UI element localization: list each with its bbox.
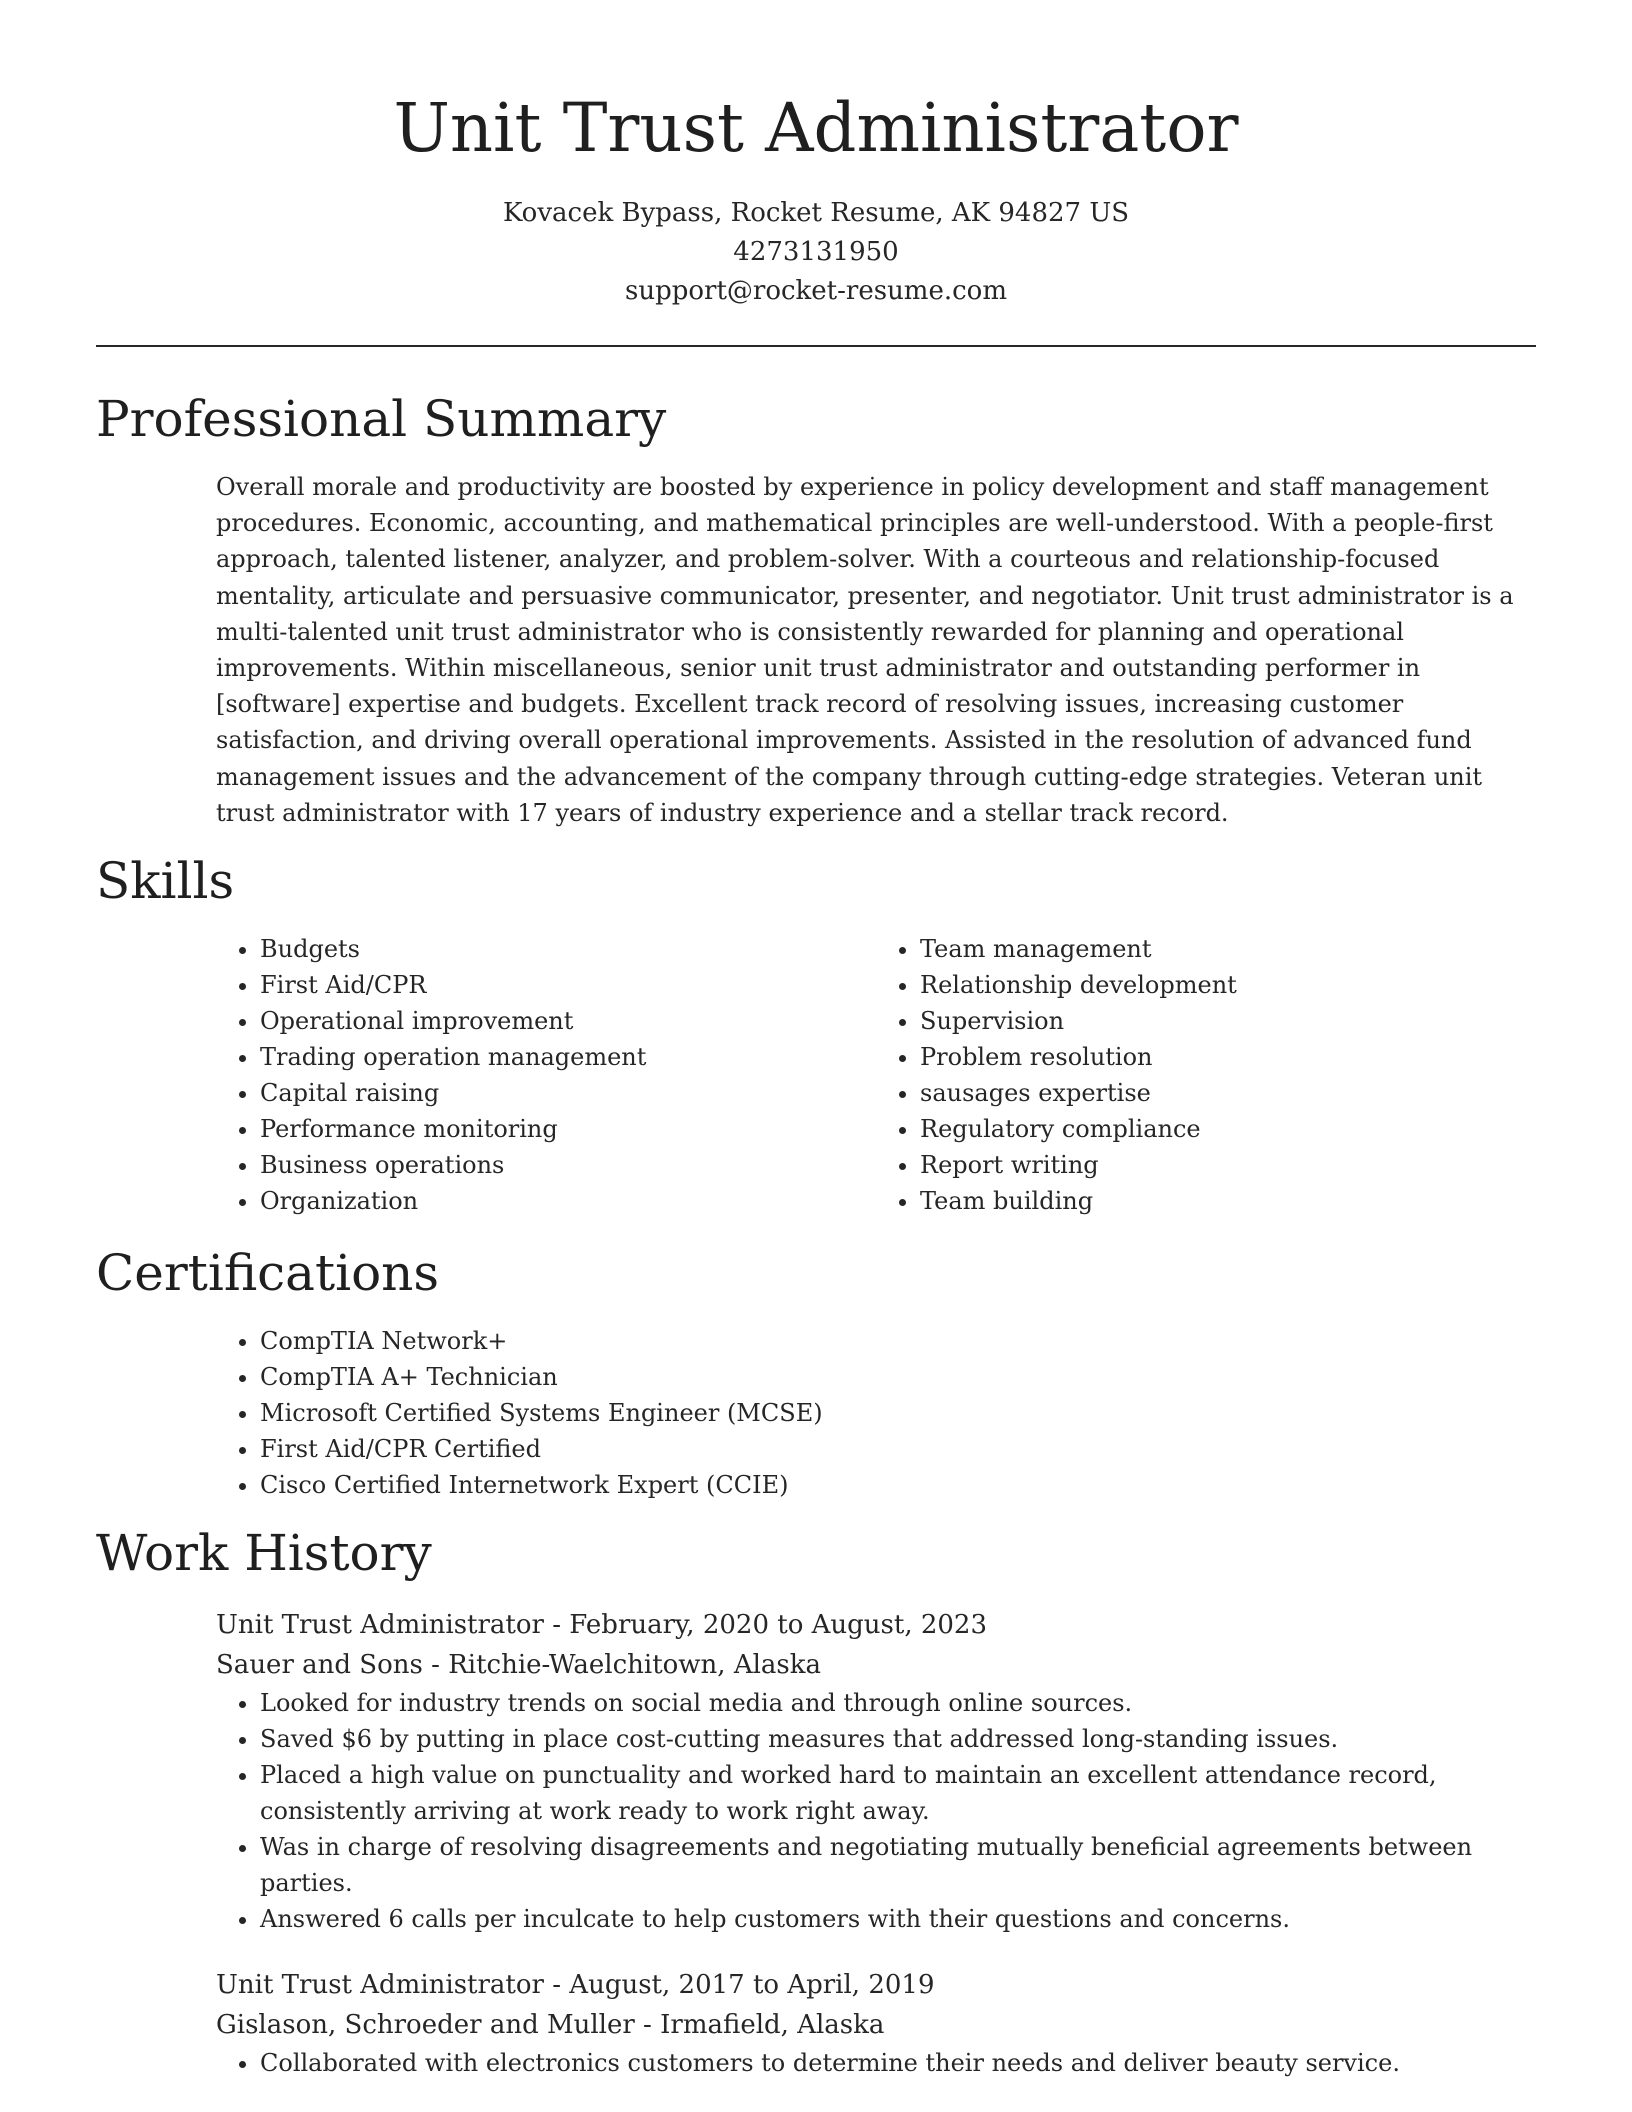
resume-page <box>96 0 1536 2081</box>
job-dates: August, 2017 to April, 2019 <box>569 1970 935 2001</box>
job-location: Irmafield, Alaska <box>660 2010 885 2041</box>
skill-item: • Supervision <box>920 1003 1536 1039</box>
skill-item: • Performance monitoring <box>260 1111 876 1147</box>
job-duty: • Saved $6 by putting in place cost-cutting measures that addressed long-standing issues. <box>260 1721 1536 1757</box>
job-entry <box>216 1605 1536 1937</box>
skill-item: • Trading operation management <box>260 1039 876 1075</box>
job-duty: • Placed a high value on punctuality and worked hard to maintain an excellent attendance record, consistently arriving at work ready to work right away. <box>260 1757 1536 1829</box>
skills-list <box>216 931 1536 1219</box>
job-company-line: Sauer and Sons - Ritchie-Waelchitown, Alaska <box>216 1650 822 1681</box>
job-position: Unit Trust Administrator <box>216 1970 544 2001</box>
certification-item: • Cisco Certified Internetwork Expert (CCIE) <box>260 1467 1536 1503</box>
skill-item: • Problem resolution <box>920 1039 1536 1075</box>
certification-item: • First Aid/CPR Certified <box>260 1431 1536 1467</box>
skill-item: • Operational improvement <box>260 1003 876 1039</box>
job-duty: • Was in charge of resolving disagreements and negotiating mutually beneficial agreements between parties. <box>260 1829 1536 1901</box>
contact-block <box>96 194 1536 311</box>
job-title-line: Unit Trust Administrator - February, 2020 to August, 2023 <box>216 1610 988 1641</box>
contact-phone: 4273131950 <box>733 237 899 267</box>
certifications-heading: Certifications <box>96 1244 440 1303</box>
skill-item: • Relationship development <box>920 967 1536 1003</box>
certifications-list <box>216 1323 1536 1503</box>
certification-item: • CompTIA A+ Technician <box>260 1359 1536 1395</box>
certification-item: • Microsoft Certified Systems Engineer (MCSE) <box>260 1395 1536 1431</box>
skill-item: • Capital raising <box>260 1075 876 1111</box>
skill-item: • Organization <box>260 1183 876 1219</box>
skill-item: • Report writing <box>920 1147 1536 1183</box>
job-company-line: Gislason, Schroeder and Muller - Irmafield, Alaska <box>216 2010 885 2041</box>
certification-item: • CompTIA Network+ <box>260 1323 1536 1359</box>
contact-address: Kovacek Bypass, Rocket Resume, AK 94827 US <box>502 198 1130 228</box>
summary-text: Overall morale and productivity are boosted by experience in policy development and staff management procedures. Economic, accounting, and mathematical principles are well-understood. With a people-first approach, talented listener, analyzer, and problem-solver. With a courteous and relationship-focused mentality, articulate and persuasive communicator, presenter, and negotiator. Unit trust administrator is a multi-talented unit trust administrator who is consistently rewarded for planning and operational improvements. Within miscellaneous, senior unit trust administrator and outstanding performer in [software] expertise and budgets. Excellent track record of resolving issues, increasing customer satisfaction, and driving overall operational improvements. Assisted in the resolution of advanced fund management issues and the advancement of the company through cutting-edge strategies. Veteran unit trust administrator with 17 years of industry experience and a stellar track record. <box>216 473 1514 827</box>
skills-column-left <box>216 931 876 1219</box>
job-title-line: Unit Trust Administrator - August, 2017 to April, 2019 <box>216 1970 935 2001</box>
job-dates: February, 2020 to August, 2023 <box>569 1610 988 1641</box>
skill-item: • sausages expertise <box>920 1075 1536 1111</box>
skills-heading: Skills <box>96 852 235 911</box>
job-duties <box>216 1685 1536 1937</box>
summary-heading: Professional Summary <box>96 390 667 448</box>
skill-item: • Team management <box>920 931 1536 967</box>
skill-item: • Business operations <box>260 1147 876 1183</box>
contact-email: support@rocket-resume.com <box>624 276 1007 306</box>
job-duty: • Answered 6 calls per inculcate to help customers with their questions and concerns. <box>260 1901 1536 1937</box>
skill-item: • Team building <box>920 1183 1536 1219</box>
job-duty: • Collaborated with electronics customers to determine their needs and deliver beauty service. <box>260 2045 1536 2081</box>
job-duty: • Looked for industry trends on social media and through online sources. <box>260 1685 1536 1721</box>
skill-item: • Budgets <box>260 931 876 967</box>
job-company: Sauer and Sons <box>216 1650 423 1681</box>
header-divider <box>96 345 1536 347</box>
job-entry <box>216 1965 1536 2081</box>
skill-item: • Regulatory compliance <box>920 1111 1536 1147</box>
resume-name: Unit Trust Administrator <box>393 89 1239 167</box>
skills-column-right <box>876 931 1536 1219</box>
job-location: Ritchie-Waelchitown, Alaska <box>448 1650 822 1681</box>
job-duties <box>216 2045 1536 2081</box>
certifications-items <box>216 1323 1536 1503</box>
skill-item: • First Aid/CPR <box>260 967 876 1003</box>
job-company: Gislason, Schroeder and Muller <box>216 2010 635 2041</box>
work-history-heading: Work History <box>96 1524 432 1583</box>
job-position: Unit Trust Administrator <box>216 1610 544 1641</box>
